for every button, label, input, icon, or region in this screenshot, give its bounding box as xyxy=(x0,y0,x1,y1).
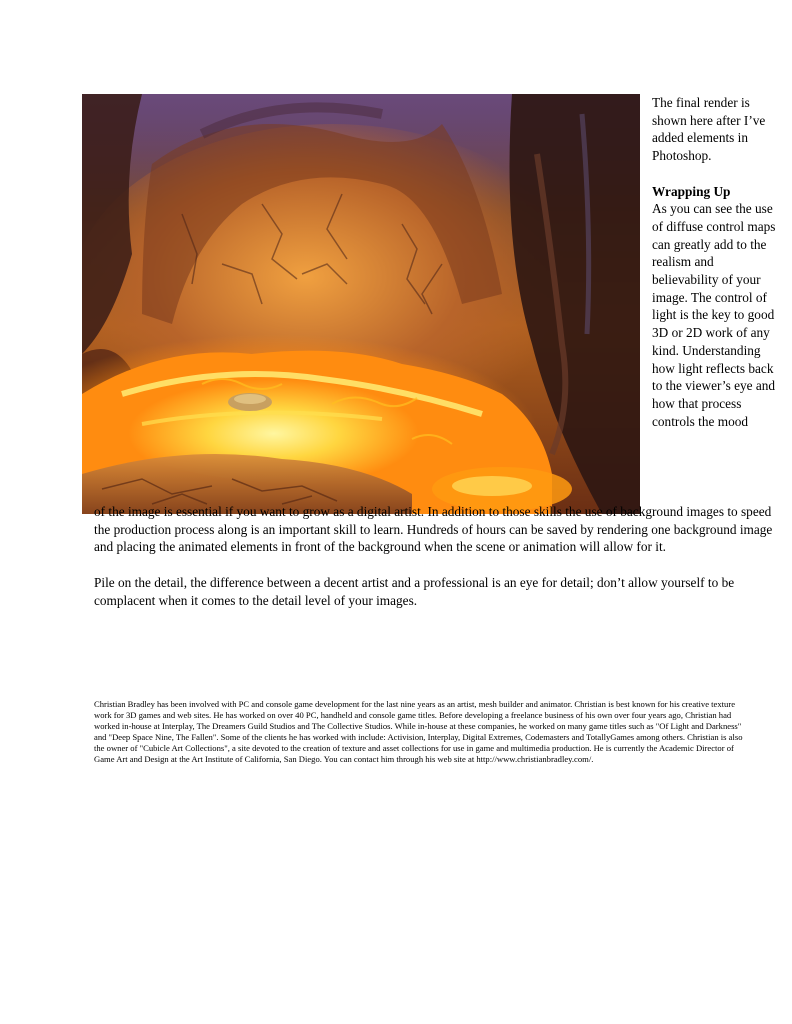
lava-cave-illustration xyxy=(82,94,640,514)
image-caption: The final render is shown here after I’ve added elements in Photoshop. xyxy=(652,95,766,164)
final-render-image xyxy=(82,94,640,514)
author-bio: Christian Bradley has been involved with PC and console game development for the last nine years as an artist, mesh builder and animator. Christian is best known for his creative texture work for 3D games and web sites. He has worked on over 40 PC, handheld and console game titles. Before developing a freelance business of his own over four years ago, Christian had worked in-house at Interplay, The Dreamers Guild Studios and The Collective Studios. While in-house at these companies, he worked on many game titles such as "Of Light and Darkness" and "Deep Space Nine, The Fallen". Some of the clients he has worked with include: Activision, Interplay, Digital Extremes, Codemasters and TotallyGames among others. Christian is also the owner of "Cubicle Art Collections", a site devoted to the creation of texture and asset collections for use in game and multimedia production. He is currently the Academic Director of Game Art and Design at the Art Institute of California, San Diego. You can contact him through his web site at http://www.christianbradley.com/. xyxy=(94,699,743,764)
article-body xyxy=(94,503,774,609)
section-heading: Wrapping Up xyxy=(652,183,731,199)
section-intro-text: As you can see the use of diffuse control maps can greatly add to the realism and believability of your image. The control of light is the key to good 3D or 2D work of any kind. Understanding how light reflects back to the viewer’s eye and how that process controls the mood xyxy=(652,201,776,429)
side-column xyxy=(652,94,780,430)
section-continued-paragraph: of the image is essential if you want to grow as a digital artist. In addition to those skills the use of background images to speed the production process along is an important skill to learn. Hundreds of hours can be saved by rendering one background image and placing the animated elements in front of the background when the scene or animation will allow for it. xyxy=(94,504,773,555)
detail-paragraph: Pile on the detail, the difference between a decent artist and a professional is an eye for detail; don’t allow yourself to be complacent when it comes to the detail level of your images. xyxy=(94,574,735,608)
wrapping-up-section xyxy=(652,183,780,431)
